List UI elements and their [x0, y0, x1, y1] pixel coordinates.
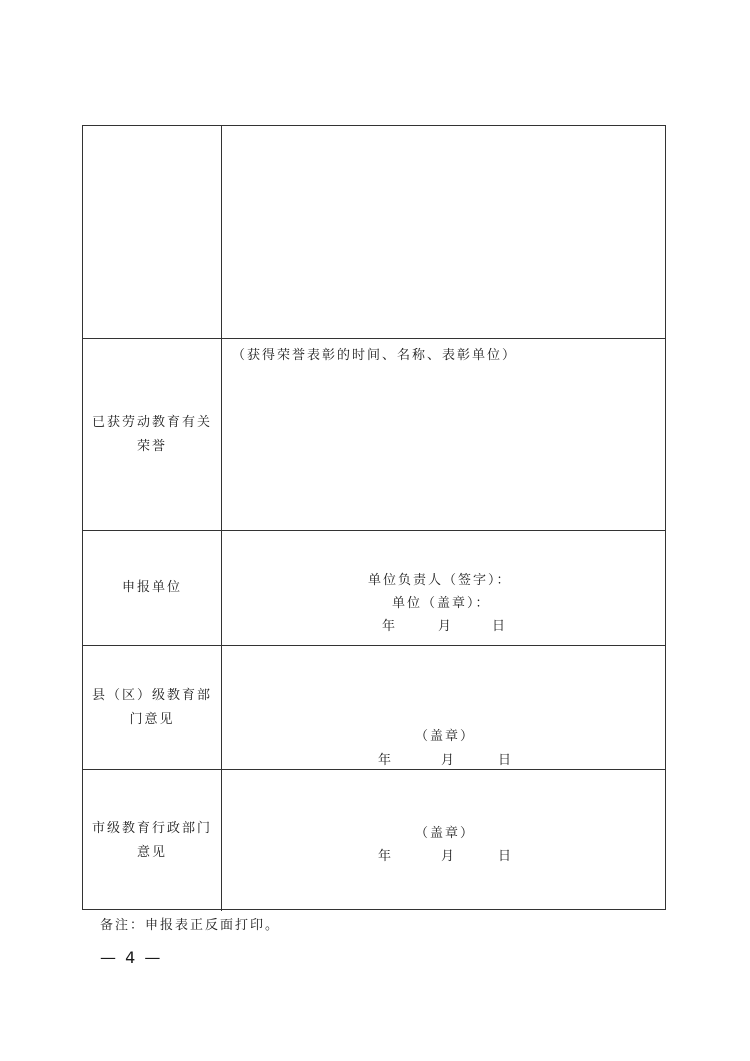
- unit-label: 申报单位: [121, 580, 182, 595]
- application-form-table: [82, 125, 666, 910]
- unit-date-year: 年: [382, 619, 396, 634]
- unit-label-cell: [83, 531, 222, 645]
- city-date-year: 年: [378, 849, 392, 864]
- county-date-year: 年: [378, 753, 392, 768]
- county-label-line1: 县（区）级教育部: [91, 687, 212, 703]
- county-label-line2: 门意见: [129, 711, 175, 727]
- city-date-month: 月: [441, 849, 455, 864]
- city-label-cell: [83, 770, 222, 911]
- honors-label-line1: 已获劳动教育有关: [91, 414, 212, 430]
- honors-content-cell: [222, 339, 665, 530]
- page-number: — 4 —: [100, 948, 163, 967]
- city-label-line1: 市级教育行政部门: [91, 820, 212, 836]
- honors-row: [83, 339, 665, 531]
- county-label-cell: [83, 646, 222, 769]
- unit-seal: 单位（盖章）：: [392, 596, 491, 611]
- honors-label-line2: 荣誉: [136, 438, 167, 454]
- city-content-cell: [222, 770, 665, 911]
- unit-date-month: 月: [438, 619, 452, 634]
- unit-leader-signature: 单位负责人（签字）：: [368, 573, 512, 588]
- city-row: [83, 770, 665, 911]
- unit-date-day: 日: [492, 619, 506, 634]
- honors-hint: （获得荣誉表彰的时间、名称、表彰单位）: [232, 348, 518, 363]
- city-label-line2: 意见: [136, 844, 167, 860]
- honors-label-cell: [83, 339, 222, 530]
- blank-label-cell: [83, 126, 222, 338]
- county-content-cell: [222, 646, 665, 769]
- county-date-month: 月: [441, 753, 455, 768]
- remark-note: 备注：申报表正反面打印。: [100, 918, 281, 933]
- unit-content-cell: [222, 531, 665, 645]
- blank-row: [83, 126, 665, 339]
- city-seal: （盖章）: [415, 826, 476, 841]
- county-date-day: 日: [498, 753, 512, 768]
- city-date-day: 日: [498, 849, 512, 864]
- county-seal: （盖章）: [415, 729, 476, 744]
- blank-content-cell: [222, 126, 665, 338]
- county-row: [83, 646, 665, 770]
- unit-row: [83, 531, 665, 646]
